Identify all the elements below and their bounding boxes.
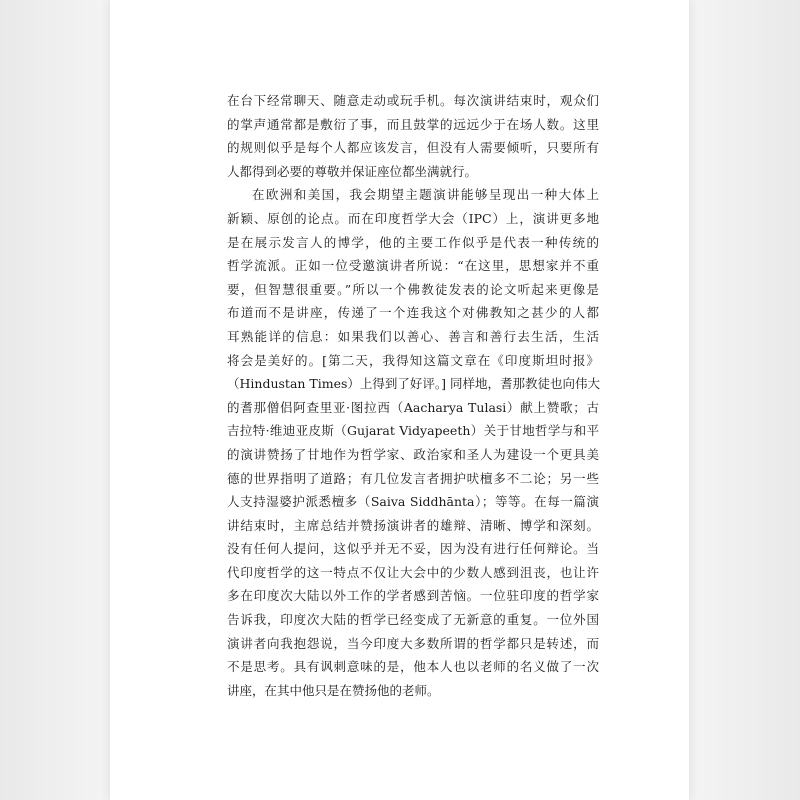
book-page <box>110 0 689 800</box>
text-line: 不是思考。具有讽刺意味的是，他本人也以老师的名义做了一次 <box>227 659 599 675</box>
text-line: 代印度哲学的这一特点不仅让大会中的少数人感到沮丧，也让许 <box>227 564 599 580</box>
text-line: 没有任何人提问，这似乎并无不妥，因为没有进行任何辩论。当 <box>227 541 599 557</box>
text-line: 演讲者向我抱怨说，当今印度大多数所谓的哲学都只是转述，而 <box>227 635 599 651</box>
text-line: 要，但智慧很重要。”所以一个佛教徒发表的论文听起来更像是 <box>227 281 599 297</box>
text-line: 吉拉特·维迪亚皮斯（Gujarat Vidyapeeth）关于甘地哲学与和平 <box>227 423 599 439</box>
text-line: 的耆那僧侣阿查里亚·图拉西（Aacharya Tulasi）献上赞歌；古 <box>227 399 599 415</box>
text-line: 在台下经常聊天、随意走动或玩手机。每次演讲结束时，观众们 <box>227 93 599 108</box>
text-line: 的掌声通常都是敷衍了事，而且鼓掌的远远少于在场人数。这里 <box>227 116 599 132</box>
text-line: 是在展示发言人的博学，他的主要工作似乎是代表一种传统的 <box>227 234 599 250</box>
text-line: 耳熟能详的信息：如果我们以善心、善言和善行去生活，生活 <box>227 328 599 344</box>
text-line: 新颖、原创的论点。而在印度哲学大会（IPC）上，演讲更多地 <box>227 210 599 226</box>
text-line: 的规则似乎是每个人都应该发言，但没有人需要倾听，只要所有 <box>227 140 599 156</box>
text-line: 告诉我，印度次大陆的哲学已经变成了无新意的重复。一位外国 <box>227 612 599 628</box>
text-line: 多在印度次大陆以外工作的学者感到苦恼。一位驻印度的哲学家 <box>227 588 599 604</box>
text-line: 德的世界指明了道路；有几位发言者拥护吠檀多不二论；另一些 <box>227 470 599 486</box>
text-line: 布道而不是讲座，传递了一个连我这个对佛教知之甚少的人都 <box>227 305 599 321</box>
text-line: 人都得到必要的尊敬并保证座位都坐满就行。 <box>227 163 478 179</box>
body-text <box>227 89 599 702</box>
text-line: 讲座，在其中他只是在赞扬他的老师。 <box>227 682 440 698</box>
text-line: 将会是美好的。[第二天，我得知这篇文章在《印度斯坦时报》 <box>227 352 599 368</box>
text-line: 讲结束时，主席总结并赞扬演讲者的雄辩、清晰、博学和深刻。 <box>227 517 599 533</box>
text-line: 人支持湿婆护派悉檀多（Saiva Siddhānta）；等等。在每一篇演 <box>227 494 599 510</box>
text-line: 的演讲赞扬了甘地作为哲学家、政治家和圣人为建设一个更具美 <box>227 446 599 462</box>
text-line: 哲学流派。正如一位受邀演讲者所说：“在这里，思想家并不重 <box>227 258 599 274</box>
text-line: （Hindustan Times）上得到了好评。] 同样地，耆那教徒也向伟大 <box>227 376 601 392</box>
paragraph-first-line: 在欧洲和美国，我会期望主题演讲能够呈现出一种大体上 <box>252 187 599 203</box>
